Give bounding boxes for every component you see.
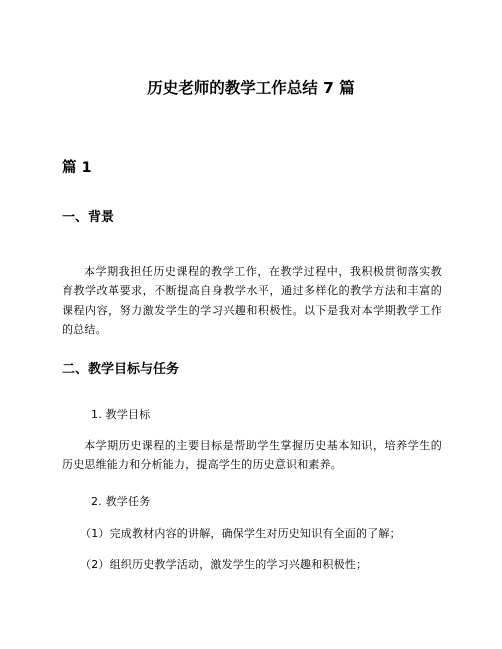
task-item: （2）组织历史教学活动，激发学生的学习兴趣和积极性；: [80, 558, 368, 571]
task-item: （1）完成教材内容的讲解，确保学生对历史知识有全面的了解；: [80, 527, 401, 540]
goals-heading: 二、教学目标与任务: [62, 362, 180, 377]
section-heading: 篇 1: [62, 160, 92, 176]
background-paragraph: 本学期我担任历史课程的教学工作，在教学过程中，我积极贯彻落实教育教学改革要求，不断提高自身教学水平，通过多样化的教学方法和丰富的课程内容，努力激发学生的学习兴趣和积极性。以下是我对本学期教学工作的总结。: [62, 265, 442, 337]
background-heading: 一、背景: [62, 210, 115, 225]
goal-paragraph: 本学期历史课程的主要目标是帮助学生掌握历史基本知识，培养学生的历史思维能力和分析能力，提高学生的历史意识和素养。: [62, 439, 442, 472]
task-sub-heading: 2. 教学任务: [91, 495, 151, 508]
document-title: 历史老师的教学工作总结 7 篇: [147, 79, 355, 97]
goal-sub-heading: 1. 教学目标: [91, 408, 151, 421]
